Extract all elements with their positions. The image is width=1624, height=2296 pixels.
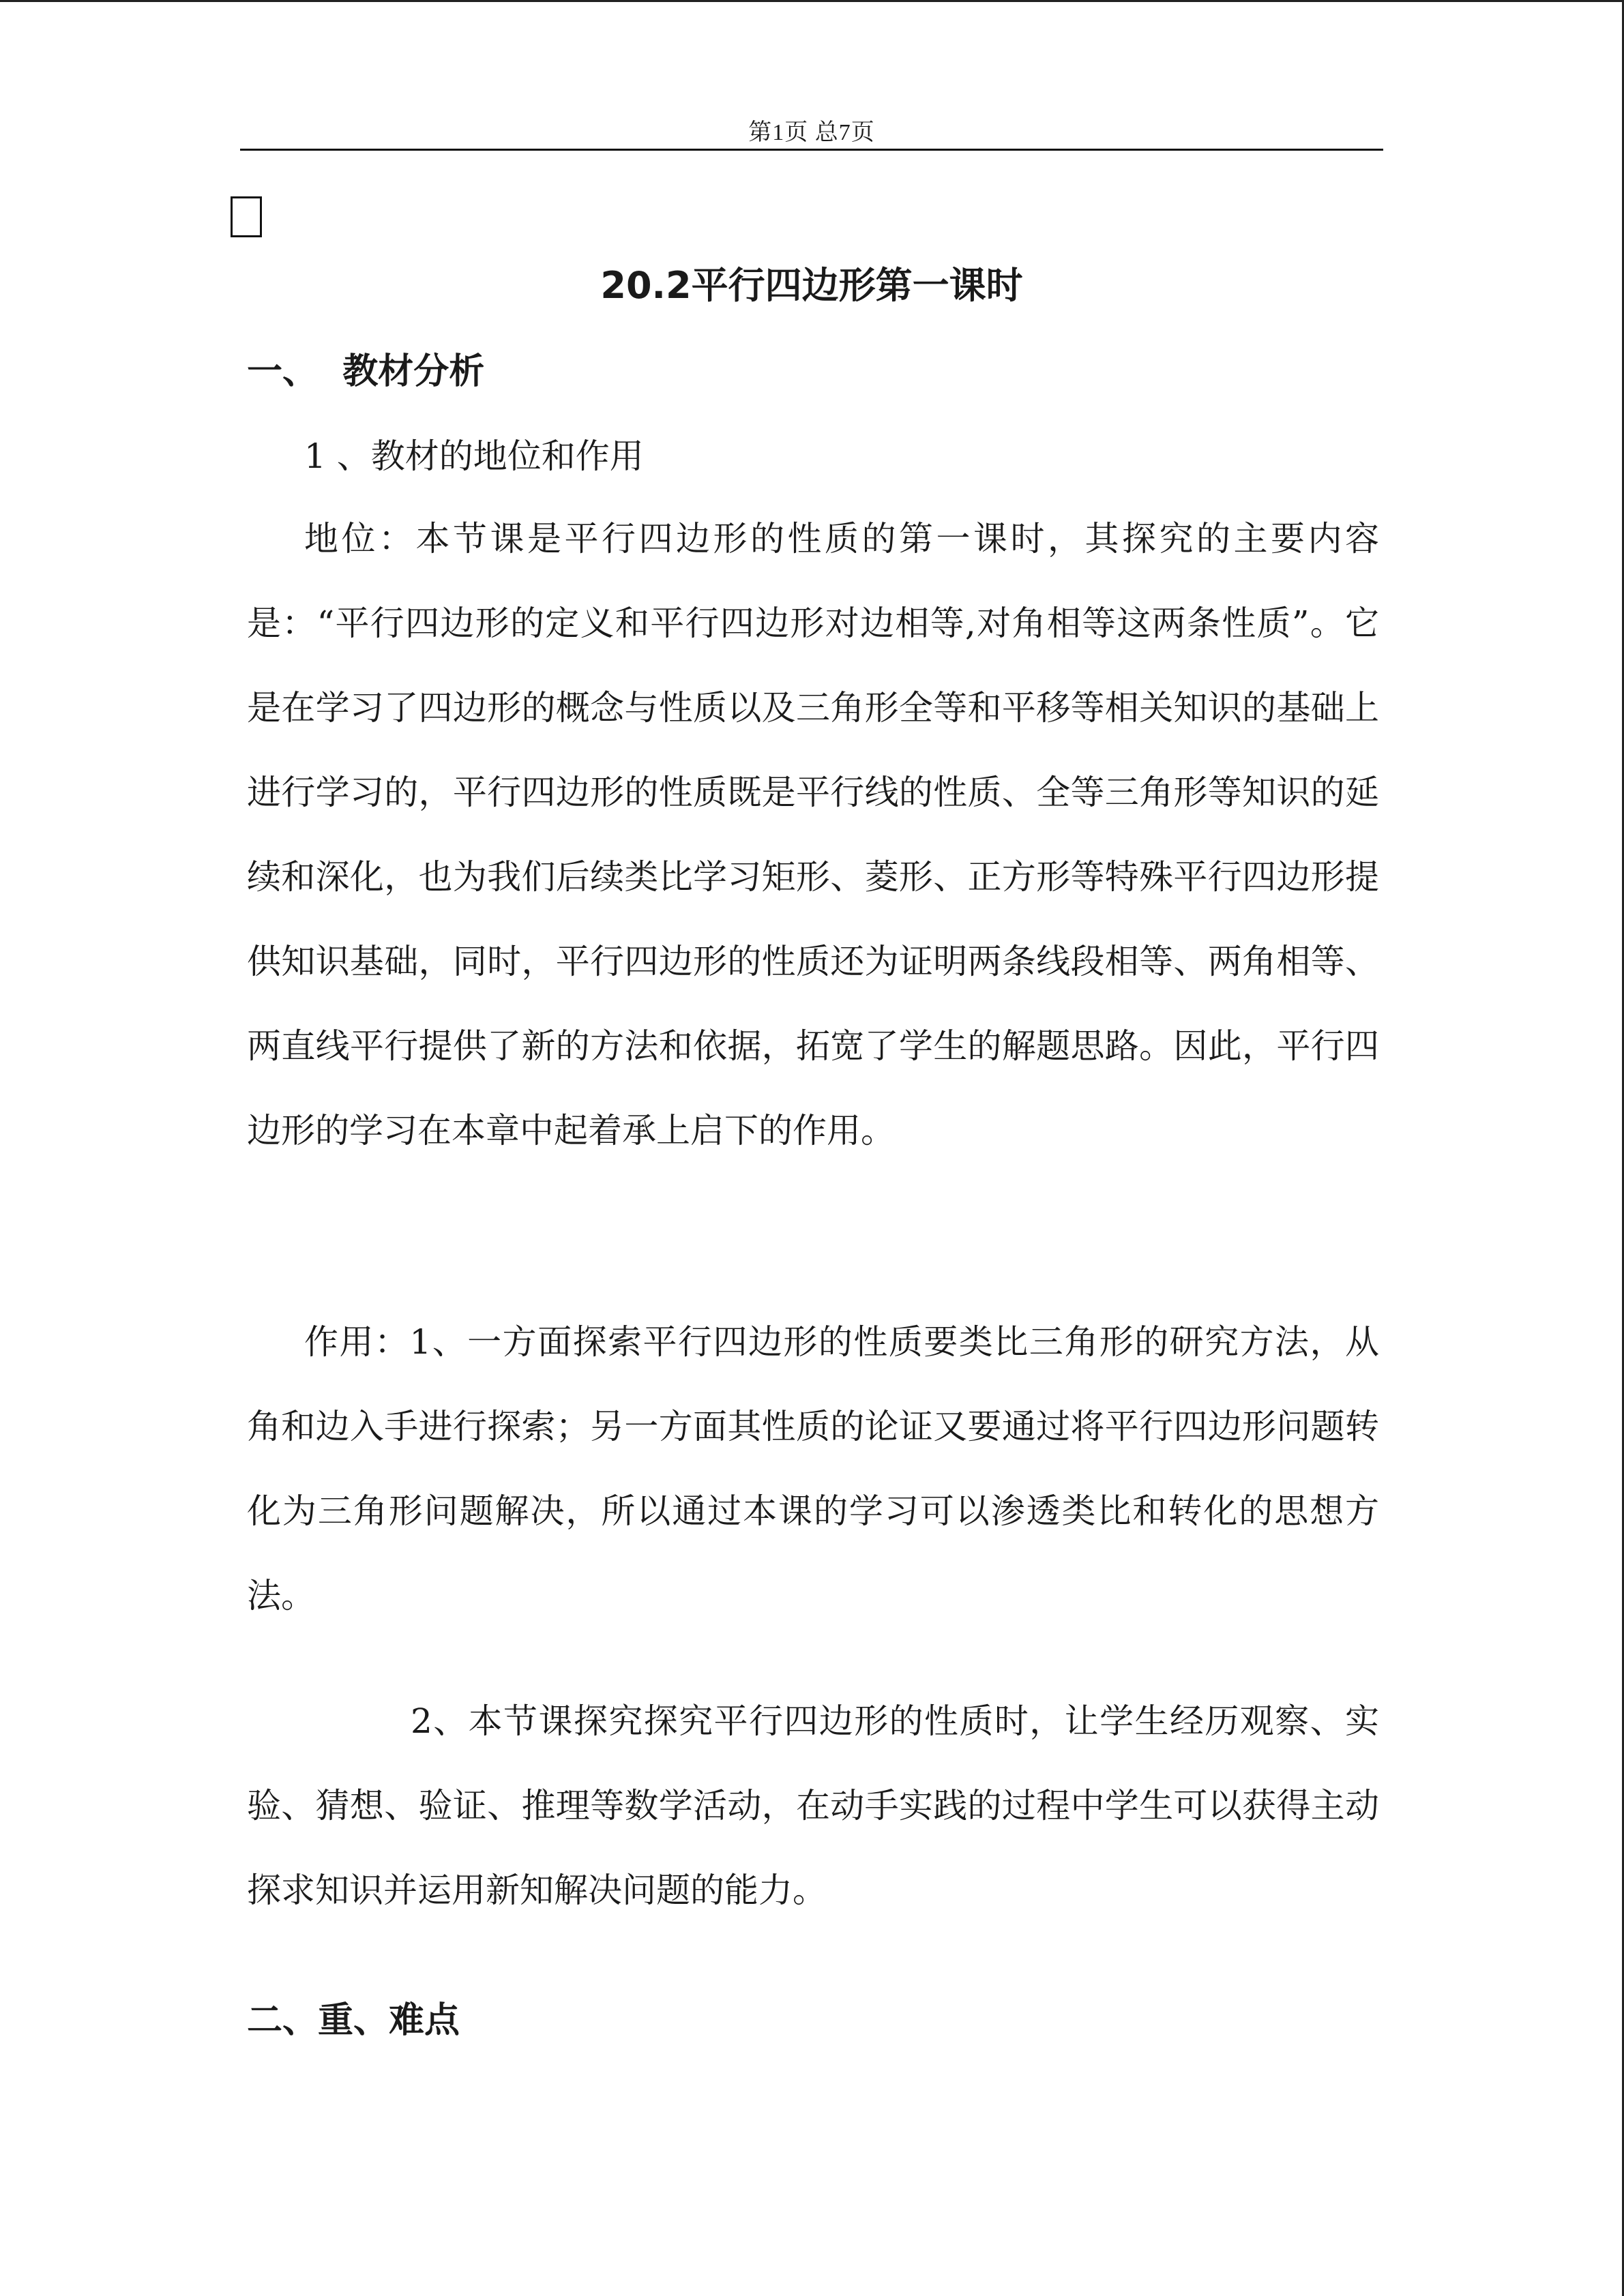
paragraph-function: 作用：1、一方面探索平行四边形的性质要类比三角形的研究方法，从角和边入手进行探索；另一方面其性质的论证又要通过将平行四边形问题转化为三角形问题解决，所以通过本课的学习可以渗透类比和转化的思想方法。 [247, 1322, 1379, 1615]
page-header: 第1页 总7页 [748, 120, 875, 145]
paragraph-activities: 2、本节课探究探究平行四边形的性质时，让学生经历观察、实验、猜想、验证、推理等数学活动，在动手实践的过程中学生可以获得主动探求知识并运用新知解决问题的能力。 [247, 1701, 1379, 1910]
document-title: 20.2平行四边形第一课时 [600, 264, 1023, 307]
empty-box-mark [231, 196, 262, 237]
section-heading-1: 一、 教材分析 [247, 351, 485, 392]
section-heading-2: 二、重、难点 [247, 2000, 460, 2041]
page-border-top [0, 0, 1624, 2]
subheading-1: 1 、教材的地位和作用 [304, 436, 644, 476]
paragraph-position: 地位：本节课是平行四边形的性质的第一课时，其探究的主要内容是：“平行四边形的定义和平行四边形对边相等,对角相等这两条性质”。它是在学习了四边形的概念与性质以及三角形全等和平移等相关知识的基础上进行学习的，平行四边形的性质既是平行线的性质、全等三角形等知识的延续和深化，也为我们后续类比学习矩形、菱形、正方形等特殊平行四边形提供知识基础，同时，平行四边形的性质还为证明两条线段相等、两角相等、 两直线平行提供了新的方法和依据，拓宽了学生的解题思路。因此，平行四边形的学习在本章中起着承上启下的作用。 [247, 519, 1379, 1150]
header-rule [240, 149, 1383, 151]
